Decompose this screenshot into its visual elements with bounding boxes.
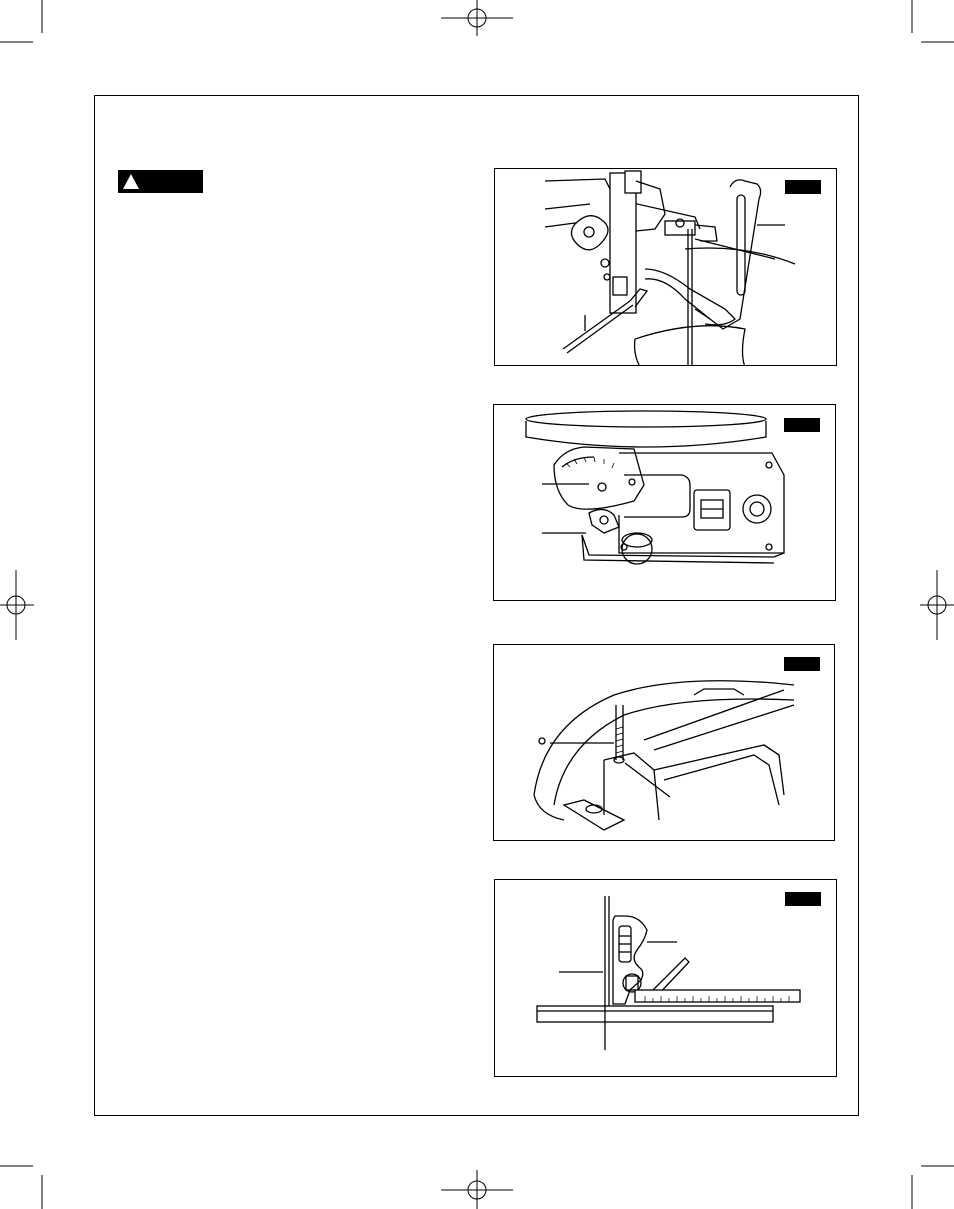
figure-blade-guard [494,168,837,366]
blade-guard-drawing [495,169,837,366]
figure-square-check [494,879,837,1077]
warning-badge [118,170,203,193]
warning-triangle-icon [122,173,140,190]
table-stop-drawing [494,645,835,841]
square-check-drawing [495,880,837,1077]
figure-table-tilt-scale [493,404,836,601]
figure-table-stop [493,644,835,841]
table-tilt-drawing [494,405,836,601]
